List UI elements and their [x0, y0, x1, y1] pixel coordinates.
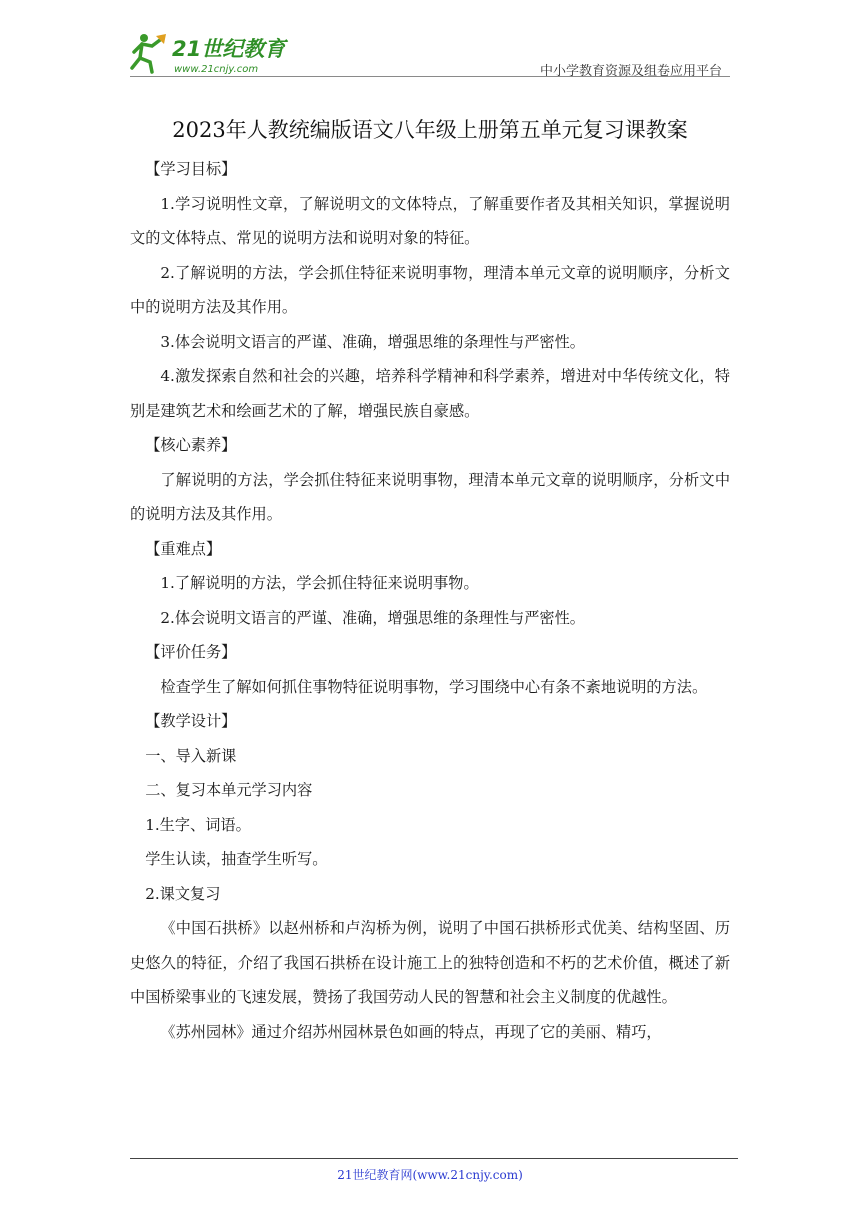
eval-text: 检查学生了解如何抓住事物特征说明事物，学习围绕中心有条不紊地说明的方法。	[160, 677, 708, 696]
item-2: 2.课文复习	[145, 884, 221, 903]
section-heading-core: 【核心素养】	[145, 436, 237, 454]
section-heading-eval: 【评价任务】	[145, 643, 237, 661]
paragraph-stone-bridge: 《中国石拱桥》以赵州桥和卢沟桥为例，说明了中国石拱桥形式优美、结构坚固、历史悠久的特征，介绍了我国石拱桥在设计施工上的独特创造和不朽的艺术价值，概述了新中国桥梁事业的飞速发展，赞扬了我国劳动人民的智慧和社会主义制度的优越性。	[130, 919, 730, 1006]
key-point-2: 2.体会说明文语言的严谨、准确，增强思维的条理性与严密性。	[160, 608, 585, 627]
svg-text:21世纪教育: 21世纪教育	[172, 37, 286, 61]
section-heading-goals: 【学习目标】	[145, 160, 237, 178]
item-1: 1.生字、词语。	[145, 815, 251, 834]
goal-4: 4.激发探索自然和社会的兴趣，培养科学精神和科学素养，增进对中华传统文化，特别是建筑艺术和绘画艺术的了解，增强民族自豪感。	[130, 367, 730, 420]
item-1-text: 学生认读，抽查学生听写。	[145, 850, 328, 868]
core-text: 了解说明的方法，学会抓住特征来说明事物，理清本单元文章的说明顺序，分析文中的说明方法及其作用。	[130, 470, 730, 523]
goal-3: 3.体会说明文语言的严谨、准确，增强思维的条理性与严密性。	[160, 332, 585, 351]
step-1: 一、导入新课	[145, 746, 237, 765]
document-title: 2023年人教统编版语文八年级上册第五单元复习课教案	[172, 118, 688, 142]
section-heading-design: 【教学设计】	[145, 712, 237, 730]
footer-divider	[130, 1158, 738, 1159]
document-body	[130, 152, 730, 1049]
logo-21cnjy	[130, 30, 300, 76]
page-header	[130, 30, 730, 80]
step-2: 二、复习本单元学习内容	[145, 781, 313, 799]
key-point-1: 1.了解说明的方法，学会抓住特征来说明事物。	[160, 574, 479, 592]
platform-name: 中小学教育资源及组卷应用平台	[539, 64, 722, 79]
goal-2: 2.了解说明的方法，学会抓住特征来说明事物，理清本单元文章的说明顺序，分析文中的说明方法及其作用。	[130, 263, 730, 316]
paragraph-suzhou-gardens: 《苏州园林》通过介绍苏州园林景色如画的特点，再现了它的美丽、精巧，	[160, 1022, 662, 1041]
footer-link[interactable]: 21世纪教育网(www.21cnjy.com)	[337, 1168, 523, 1182]
goal-1: 1.学习说明性文章，了解说明文的文体特点，了解重要作者及其相关知识，掌握说明文的文体特点、常见的说明方法和说明对象的特征。	[130, 194, 730, 247]
header-divider	[130, 76, 730, 77]
svg-text:www.21cnjy.com: www.21cnjy.com	[174, 64, 259, 75]
section-heading-key: 【重难点】	[145, 539, 222, 558]
